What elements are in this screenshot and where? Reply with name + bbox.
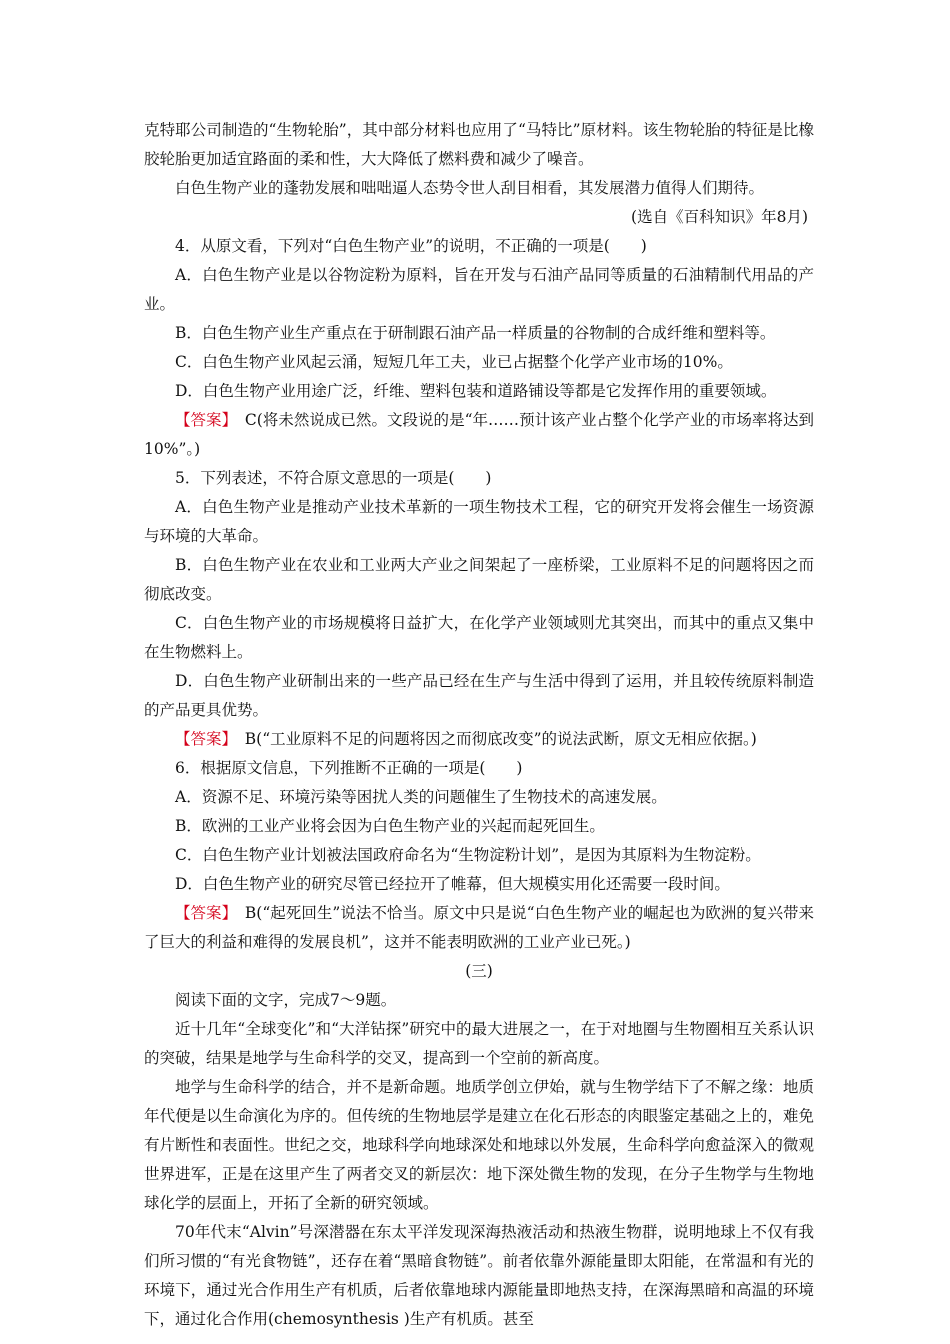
option-d: D．白色生物产业的研究尽管已经拉开了帷幕，但大规模实用化还需要一段时间。 [175, 875, 730, 893]
paragraph: 近十几年“全球变化”和“大洋钻探”研究中的最大进展之一，在于对地圈与生物圈相互关系认识的突破，结果是地学与生命科学的交叉，提高到一个空前的新高度。 [144, 1020, 814, 1067]
paragraph: 克特耶公司制造的“生物轮胎”，其中部分材料也应用了“马特比”原材料。该生物轮胎的特征是比橡胶轮胎更加适宜路面的柔和性，大大降低了燃料费和减少了噪音。 [144, 121, 814, 168]
option-b: B．欧洲的工业产业将会因为白色生物产业的兴起而起死回生。 [175, 817, 605, 835]
answer-tag: 【答案】 [175, 730, 230, 748]
answer-tag: 【答案】 [175, 411, 230, 429]
question-5: 5．下列表述，不符合原文意思的一项是( ) [175, 469, 492, 487]
paragraph: 70年代末“Alvin”号深潜器在东太平洋发现深海热液活动和热液生物群，说明地球上不仅有我们所习惯的“有光食物链”，还存在着“黑暗食物链”。前者依靠外源能量即太阳能，在常温和有光的环境下，通过光合作用生产有机质，后者依靠地球内源能量即地热支持，在深海黑暗和高温的环境下，通过化合作用(chemosynthesis )生产有机质。甚至 [144, 1223, 814, 1328]
option-a: A．白色生物产业是推动产业技术革新的一项生物技术工程，它的研究开发将会催生一场资源与环境的大革命。 [144, 498, 814, 545]
option-c: C．白色生物产业的市场规模将日益扩大，在化学产业领域则尤其突出，而其中的重点又集中在生物燃料上。 [144, 614, 814, 661]
option-a: A．白色生物产业是以谷物淀粉为原料，旨在开发与石油产品同等质量的石油精制代用品的产业。 [144, 266, 814, 313]
paragraph: 地学与生命科学的结合，并不是新命题。地质学创立伊始，就与生物学结下了不解之缘：地质年代便是以生命演化为序的。但传统的生物地层学是建立在化石形态的肉眼鉴定基础之上的，难免有片断性和表面性。世纪之交，地球科学向地球深处和地球以外发展，生命科学向愈益深入的微观世界进军，正是在这里产生了两者交叉的新层次：地下深处微生物的发现，在分子生物学与生物地球化学的层面上，开拓了全新的研究领域。 [144, 1078, 814, 1212]
question-6: 6．根据原文信息，下列推断不正确的一项是( ) [175, 759, 523, 777]
option-c: C．白色生物产业风起云涌，短短几年工夫，业已占据整个化学产业市场的10%。 [175, 353, 733, 371]
document-page [144, 116, 814, 1334]
answer-5 [144, 725, 814, 754]
instruction: 阅读下面的文字，完成7～9题。 [175, 991, 397, 1009]
answer-text: B(“起死回生”说法不恰当。原文中只是说“白色生物产业的崛起也为欧洲的复兴带来了巨大的利益和难得的发展良机”，这并不能表明欧洲的工业产业已死。) [144, 904, 814, 951]
option-b: B．白色生物产业生产重点在于研制跟石油产品一样质量的谷物制的合成纤维和塑料等。 [175, 324, 776, 342]
option-a: A．资源不足、环境污染等困扰人类的问题催生了生物技术的高速发展。 [175, 788, 667, 806]
option-d: D．白色生物产业用途广泛，纤维、塑料包装和道路铺设等都是它发挥作用的重要领域。 [175, 382, 777, 400]
paragraph: 白色生物产业的蓬勃发展和咄咄逼人态势令世人刮目相看，其发展潜力值得人们期待。 [175, 179, 765, 197]
answer-6 [144, 899, 814, 957]
answer-tag: 【答案】 [175, 904, 230, 922]
answer-text: C(将未然说成已然。文段说的是“年……预计该产业占整个化学产业的市场率将达到10%”。) [144, 411, 814, 458]
source-citation: (选自《百科知识》年8月) [631, 208, 808, 226]
section-heading: (三) [465, 962, 493, 980]
option-d: D．白色生物产业研制出来的一些产品已经在生产与生活中得到了运用，并且较传统原料制造的产品更具优势。 [144, 672, 814, 719]
answer-4 [144, 406, 814, 464]
answer-text: B(“工业原料不足的问题将因之而彻底改变”的说法武断，原文无相应依据。) [229, 730, 757, 748]
option-c: C．白色生物产业计划被法国政府命名为“生物淀粉计划”，是因为其原料为生物淀粉。 [175, 846, 761, 864]
question-4: 4．从原文看，下列对“白色生物产业”的说明，不正确的一项是( ) [175, 237, 647, 255]
option-b: B．白色生物产业在农业和工业两大产业之间架起了一座桥梁，工业原料不足的问题将因之而彻底改变。 [144, 556, 814, 603]
